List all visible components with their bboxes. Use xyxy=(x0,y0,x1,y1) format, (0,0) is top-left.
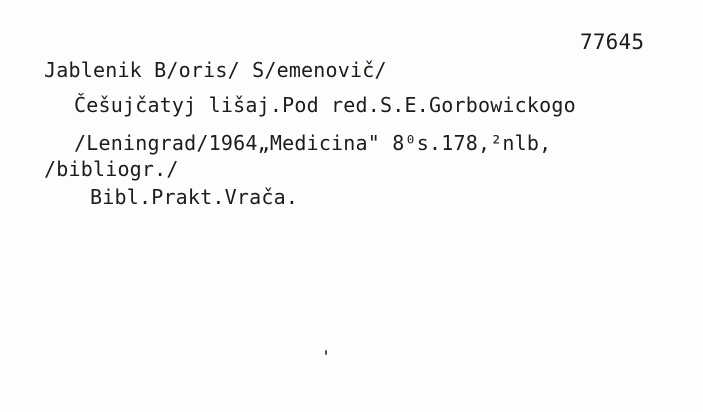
author-line: Jablenik B/oris/ S/emenovič/ xyxy=(44,58,387,82)
title-line: Češujčatyj lišaj.Pod red.S.E.Gorbowickogo xyxy=(74,93,576,117)
imprint-line: /Leningrad/1964„Medicina" 8⁰s.178,²nlb, xyxy=(74,131,552,155)
series-line: Bibl.Prakt.Vrača. xyxy=(90,185,299,209)
catalog-number: 77645 xyxy=(580,30,645,54)
bibliography-note: /bibliogr./ xyxy=(44,157,179,181)
paper-speck xyxy=(325,350,327,355)
